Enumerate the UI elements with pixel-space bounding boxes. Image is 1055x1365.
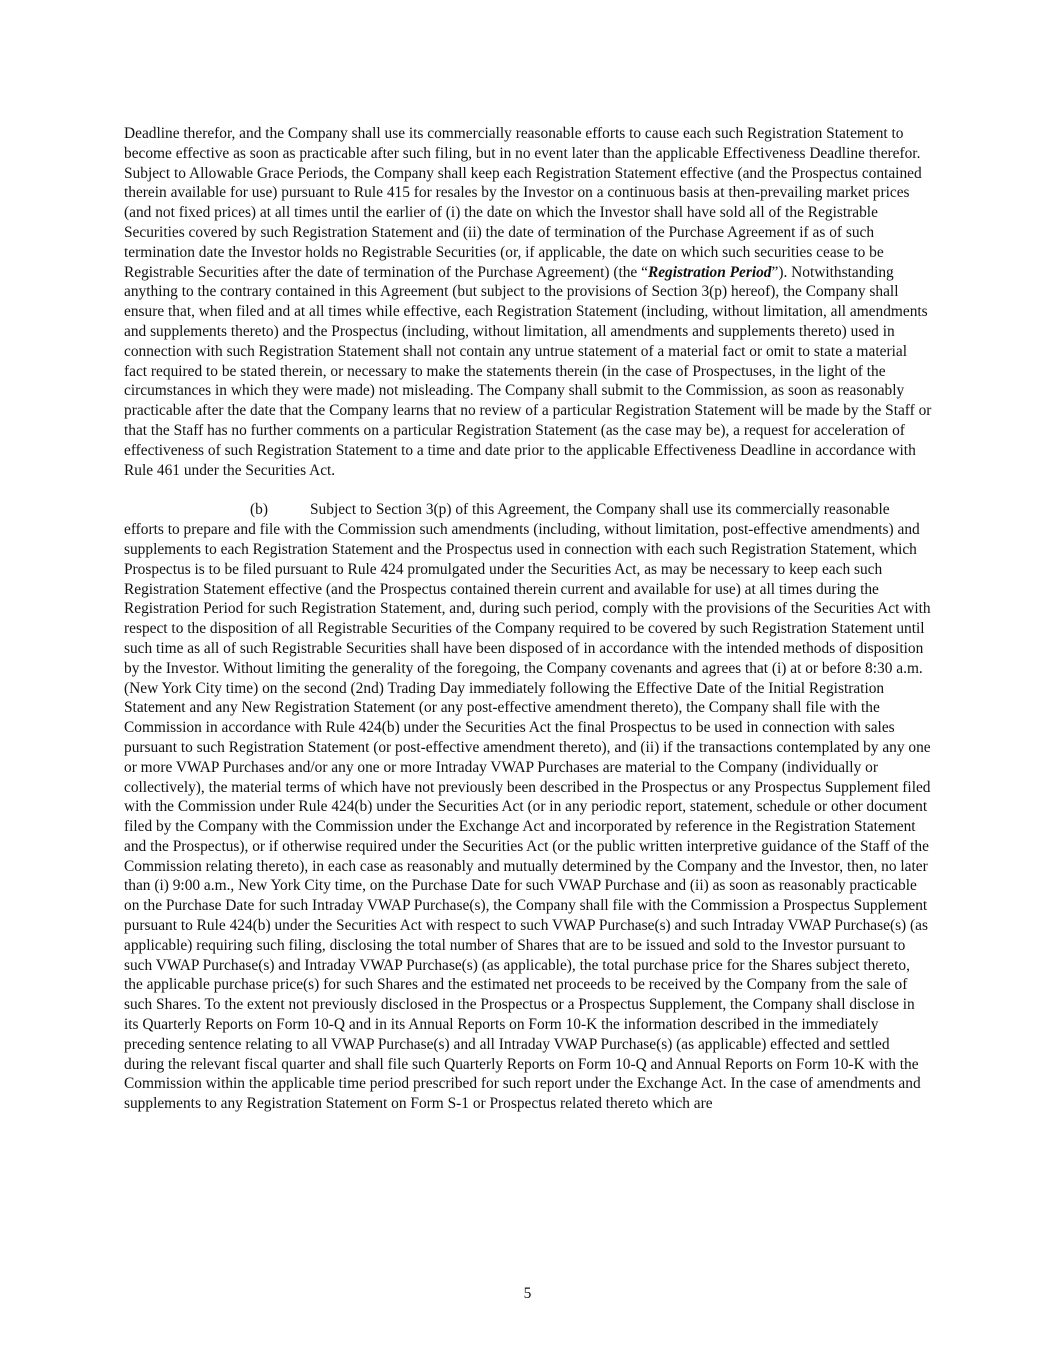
- defined-term-registration-period: Registration Period: [647, 263, 772, 281]
- paragraph-b: [124, 500, 932, 1114]
- paragraph-b-text: Subject to Section 3(p) of this Agreement, the Company shall use its commercially reasonable efforts to prepare and file with the Commission such amendments (including, without limitation, post-effective amendments) and supplements to each Registration Statement and the Prospectus used in connection with each such Registration Statement, which Prospectus is to be filed pursuant to Rule 424 promulgated under the Securities Act, as may be necessary to keep each such Registration Statement effective (and the Prospectus contained therein current and available for use) at all times during the Registration Period for such Registration Statement, and, during such period, comply with the provisions of the Securities Act with respect to the disposition of all Registrable Securities of the Company required to be covered by such Registration Statement until such time as all of such Registrable Securities shall have been disposed of in accordance with the intended methods of disposition by the Investor. Without limiting the generality of the foregoing, the Company covenants and agrees that (i) at or before 8:30 a.m. (New York City time) on the second (2nd) Trading Day immediately following the Effective Date of the Initial Registration Statement and any New Registration Statement (or any post-effective amendment thereto), the Company shall file with the Commission in accordance with Rule 424(b) under the Securities Act the final Prospectus to be used in connection with sales pursuant to such Registration Statement (or post-effective amendment thereto), and (ii) if the transactions contemplated by any one or more VWAP Purchases and/or any one or more Intraday VWAP Purchases are material to the Company (individually or collectively), the material terms of which have not previously been described in the Prospectus or any Prospectus Supplement filed with the Commission under Rule 424(b) under the Securities Act (or in any periodic report, statement, schedule or other document filed by the Company with the Commission under the Exchange Act and incorporated by reference in the Registration Statement and the Prospectus), or if otherwise required under the Securities Act (or the public written interpretive guidance of the Staff of the Commission relating thereto), in each case as reasonably and mutually determined by the Company and the Investor, then, no later than (i) 9:00 a.m., New York City time, on the Purchase Date for such VWAP Purchase and (ii) as soon as reasonably practicable on the Purchase Date for such Intraday VWAP Purchase(s), the Company shall file with the Commission a Prospectus Supplement pursuant to Rule 424(b) under the Securities Act with respect to such VWAP Purchase(s) and such Intraday VWAP Purchase(s) (as applicable) requiring such filing, disclosing the total number of Shares that are to be issued and sold to the Investor pursuant to such VWAP Purchase(s) and Intraday VWAP Purchase(s) (as applicable), the total purchase price for the Shares subject thereto, the applicable purchase price(s) for such Shares and the estimated net proceeds to be received by the Company from the sale of such Shares. To the extent not previously disclosed in the Prospectus or a Prospectus Supplement, the Company shall disclose in its Quarterly Reports on Form 10-Q and in its Annual Reports on Form 10-K the information described in the immediately preceding sentence relating to all VWAP Purchase(s) and all Intraday VWAP Purchase(s) (as applicable) effected and settled during the relevant fiscal quarter and shall file such Quarterly Reports on Form 10-Q and Annual Reports on Form 10-K with the Commission within the applicable time period prescribed for such report under the Exchange Act. In the case of amendments and supplements to any Registration Statement on Form S-1 or Prospectus related thereto which are: [124, 501, 931, 1113]
- paragraph-a-text-start: Deadline therefor, and the Company shall use its commercially reasonable efforts to cause each such Registration Statement to become effective as soon as practicable after such filing, but in no event later than the applicable Effectiveness Deadline therefor. Subject to Allowable Grace Periods, the Company shall keep each Registration Statement effective (and the Prospectus contained therein available for use) pursuant to Rule 415 for resales by the Investor on a continuous basis at then-prevailing market prices (and not fixed prices) at all times until the earlier of (i) the date on which the Investor shall have sold all of the Registrable Securities covered by such Registration Statement and (ii) the date of termination of the Purchase Agreement if as of such termination date the Investor holds no Registrable Securities (or, if applicable, the date on which such securities cease to be Registrable Securities after the date of termination of the Purchase Agreement) (the “: [124, 125, 922, 281]
- page-number: 5: [523, 1285, 532, 1302]
- document-body: [124, 124, 932, 1114]
- paragraph-a-continued: [124, 124, 932, 480]
- paragraph-a-text-end: ”). Notwithstanding anything to the contrary contained in this Agreement (but subject to the provisions of Section 3(p) hereof), the Company shall ensure that, when filed and at all times while effective, each Registration Statement (including, without limitation, all amendments and supplements thereto) and the Prospectus (including, without limitation, all amendments and supplements thereto) used in connection with such Registration Statement shall not contain any untrue statement of a material fact or omit to state a material fact required to be stated therein, or necessary to make the statements therein (in the case of Prospectuses, in the light of the circumstances in which they were made) not misleading. The Company shall submit to the Commission, as soon as reasonably practicable after the date that the Company learns that no review of a particular Registration Statement will be made by the Staff or that the Staff has no further comments on a particular Registration Statement (as the case may be), a request for acceleration of effectiveness of such Registration Statement to a time and date prior to the applicable Effectiveness Deadline in accordance with Rule 461 under the Securities Act.: [124, 263, 932, 479]
- paragraph-b-label: (b): [250, 501, 268, 519]
